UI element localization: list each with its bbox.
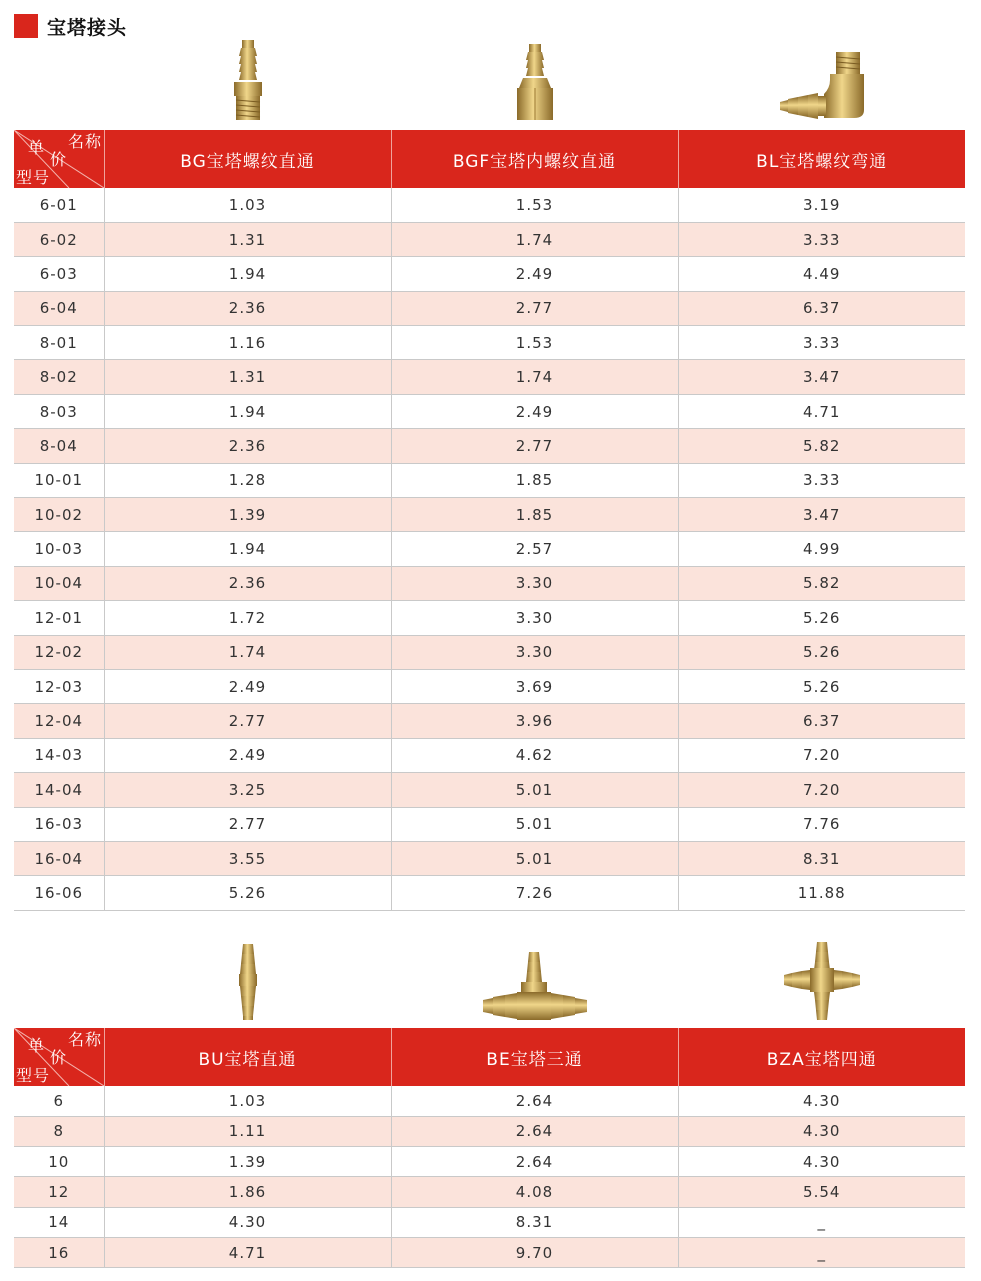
price-cell: 1.16 — [104, 326, 391, 360]
price-cell: 1.39 — [104, 498, 391, 532]
table-row — [14, 566, 965, 600]
table-row — [14, 807, 965, 841]
price-cell: 4.71 — [678, 394, 965, 428]
price-cell: 2.64 — [391, 1086, 678, 1116]
table-row — [14, 1086, 965, 1116]
corner-unit-label-1: 单 — [28, 138, 46, 157]
price-cell: 8.31 — [678, 841, 965, 875]
price-cell: 2.77 — [104, 704, 391, 738]
price-cell: 1.94 — [104, 394, 391, 428]
price-cell: 4.62 — [391, 738, 678, 772]
model-cell: 8-04 — [14, 429, 104, 463]
price-cell: 1.53 — [391, 326, 678, 360]
table-row — [14, 773, 965, 807]
corner-name-label: 名称 — [67, 132, 102, 151]
corner-header — [14, 130, 104, 188]
price-cell: 4.30 — [678, 1116, 965, 1146]
price-cell: 5.26 — [678, 635, 965, 669]
table-row — [14, 394, 965, 428]
price-cell: 5.01 — [391, 807, 678, 841]
photo-row-2 — [104, 938, 965, 1022]
price-cell: 8.31 — [391, 1207, 678, 1237]
price-cell: 3.47 — [678, 360, 965, 394]
corner-header-cell — [14, 1028, 104, 1086]
price-table-1 — [14, 130, 965, 911]
model-cell: 10 — [14, 1147, 104, 1177]
price-cell: 1.31 — [104, 360, 391, 394]
column-header: BU宝塔直通 — [104, 1028, 391, 1086]
model-cell: 10-04 — [14, 566, 104, 600]
table-row — [14, 291, 965, 325]
model-cell: 14-03 — [14, 738, 104, 772]
table-row — [14, 841, 965, 875]
price-cell: 9.70 — [391, 1237, 678, 1267]
column-header: BG宝塔螺纹直通 — [104, 130, 391, 188]
model-cell: 12-03 — [14, 669, 104, 703]
price-cell: 5.82 — [678, 566, 965, 600]
price-cell: 3.69 — [391, 669, 678, 703]
price-cell: 1.03 — [104, 188, 391, 222]
price-cell: 2.36 — [104, 566, 391, 600]
corner-unit-label-2: 价 — [50, 1048, 68, 1067]
price-table-1-body — [14, 188, 965, 910]
model-cell: 6-03 — [14, 257, 104, 291]
model-cell: 14-04 — [14, 773, 104, 807]
photo-cell-bza — [678, 938, 965, 1022]
price-cell: 2.49 — [391, 394, 678, 428]
price-cell: 1.94 — [104, 257, 391, 291]
price-cell: 11.88 — [678, 876, 965, 910]
section-title — [14, 12, 127, 40]
price-cell: 1.94 — [104, 532, 391, 566]
model-cell: 12-01 — [14, 601, 104, 635]
price-cell: 6.37 — [678, 291, 965, 325]
model-cell: 12-04 — [14, 704, 104, 738]
table-row — [14, 738, 965, 772]
price-cell: 1.39 — [104, 1147, 391, 1177]
price-cell: 2.57 — [391, 532, 678, 566]
table-row — [14, 498, 965, 532]
price-cell: 7.26 — [391, 876, 678, 910]
table-row — [14, 360, 965, 394]
model-cell: 12-02 — [14, 635, 104, 669]
model-cell: 14 — [14, 1207, 104, 1237]
price-cell: 5.26 — [678, 669, 965, 703]
column-header: BE宝塔三通 — [391, 1028, 678, 1086]
photo-cell-bl — [678, 38, 965, 122]
photo-cell-bg — [104, 38, 391, 122]
price-cell: 1.86 — [104, 1177, 391, 1207]
price-cell: 3.19 — [678, 188, 965, 222]
price-cell: 2.49 — [104, 738, 391, 772]
barb-straight-female-thread-icon — [513, 42, 557, 122]
price-cell: 5.01 — [391, 841, 678, 875]
model-cell: 16-04 — [14, 841, 104, 875]
model-cell: 6-01 — [14, 188, 104, 222]
price-cell: 3.30 — [391, 635, 678, 669]
price-cell: 2.49 — [391, 257, 678, 291]
price-cell: 3.96 — [391, 704, 678, 738]
table-row — [14, 601, 965, 635]
price-cell: 3.33 — [678, 222, 965, 256]
table-row — [14, 257, 965, 291]
model-cell: 16-06 — [14, 876, 104, 910]
model-cell: 12 — [14, 1177, 104, 1207]
price-cell: 4.49 — [678, 257, 965, 291]
price-cell: 5.54 — [678, 1177, 965, 1207]
table-row — [14, 1147, 965, 1177]
column-header: BZA宝塔四通 — [678, 1028, 965, 1086]
model-cell: 6 — [14, 1086, 104, 1116]
price-cell: 5.82 — [678, 429, 965, 463]
section-title-text: 宝塔接头 — [47, 16, 128, 39]
table-row — [14, 463, 965, 497]
price-cell: 2.64 — [391, 1116, 678, 1146]
model-cell: 10-03 — [14, 532, 104, 566]
model-cell: 16-03 — [14, 807, 104, 841]
price-cell: 6.37 — [678, 704, 965, 738]
price-cell: _ — [678, 1237, 965, 1267]
table-row — [14, 1207, 965, 1237]
table-row — [14, 1116, 965, 1146]
price-cell: 1.74 — [391, 222, 678, 256]
price-cell: 7.20 — [678, 738, 965, 772]
price-table-2-body — [14, 1086, 965, 1268]
table-row — [14, 669, 965, 703]
table-header-row — [14, 1028, 965, 1086]
table-row — [14, 188, 965, 222]
barb-union-icon — [236, 942, 260, 1022]
table-row — [14, 1177, 965, 1207]
corner-unit-label-2: 价 — [50, 150, 68, 169]
model-cell: 6-04 — [14, 291, 104, 325]
price-cell: 7.20 — [678, 773, 965, 807]
price-cell: 1.72 — [104, 601, 391, 635]
column-header: BL宝塔螺纹弯通 — [678, 130, 965, 188]
price-cell: 3.33 — [678, 326, 965, 360]
price-cell: 1.03 — [104, 1086, 391, 1116]
price-cell: 3.30 — [391, 601, 678, 635]
photo-cell-bu — [104, 938, 391, 1022]
model-cell: 6-02 — [14, 222, 104, 256]
column-header: BGF宝塔内螺纹直通 — [391, 130, 678, 188]
price-table-2 — [14, 1028, 965, 1268]
price-cell: 4.71 — [104, 1237, 391, 1267]
price-cell: 2.36 — [104, 429, 391, 463]
photo-cell-be — [391, 938, 678, 1022]
corner-header-cell — [14, 130, 104, 188]
price-cell: _ — [678, 1207, 965, 1237]
price-cell: 1.28 — [104, 463, 391, 497]
price-cell: 5.26 — [104, 876, 391, 910]
barb-elbow-thread-icon — [774, 48, 870, 122]
model-cell: 10-01 — [14, 463, 104, 497]
price-cell: 1.31 — [104, 222, 391, 256]
model-cell: 8-01 — [14, 326, 104, 360]
price-cell: 4.30 — [678, 1086, 965, 1116]
price-cell: 5.26 — [678, 601, 965, 635]
corner-unit-label-1: 单 — [28, 1036, 46, 1055]
price-cell: 3.55 — [104, 841, 391, 875]
table-row — [14, 876, 965, 910]
corner-model-label: 型号 — [16, 1066, 51, 1085]
price-cell: 1.53 — [391, 188, 678, 222]
price-cell: 1.85 — [391, 463, 678, 497]
price-cell: 2.36 — [104, 291, 391, 325]
barb-tee-icon — [479, 950, 591, 1022]
table-header-row — [14, 130, 965, 188]
table-row — [14, 429, 965, 463]
price-cell: 4.08 — [391, 1177, 678, 1207]
corner-header — [14, 1028, 104, 1086]
model-cell: 8 — [14, 1116, 104, 1146]
price-cell: 1.85 — [391, 498, 678, 532]
price-cell: 2.64 — [391, 1147, 678, 1177]
price-cell: 2.77 — [104, 807, 391, 841]
price-cell: 4.30 — [678, 1147, 965, 1177]
model-cell: 10-02 — [14, 498, 104, 532]
table-row — [14, 704, 965, 738]
price-cell: 3.33 — [678, 463, 965, 497]
price-cell: 2.77 — [391, 429, 678, 463]
title-marker — [14, 14, 38, 38]
table-row — [14, 532, 965, 566]
table-row — [14, 635, 965, 669]
price-cell: 1.11 — [104, 1116, 391, 1146]
price-cell: 2.77 — [391, 291, 678, 325]
barb-straight-male-thread-icon — [228, 38, 268, 122]
table-row — [14, 222, 965, 256]
price-cell: 2.49 — [104, 669, 391, 703]
model-cell: 8-02 — [14, 360, 104, 394]
price-cell: 3.30 — [391, 566, 678, 600]
barb-cross-icon — [780, 940, 864, 1022]
price-cell: 4.99 — [678, 532, 965, 566]
price-cell: 7.76 — [678, 807, 965, 841]
model-cell: 8-03 — [14, 394, 104, 428]
photo-cell-bgf — [391, 38, 678, 122]
price-cell: 4.30 — [104, 1207, 391, 1237]
corner-model-label: 型号 — [16, 168, 51, 187]
model-cell: 16 — [14, 1237, 104, 1267]
photo-row-1 — [104, 38, 965, 122]
table-row — [14, 326, 965, 360]
price-cell: 5.01 — [391, 773, 678, 807]
price-cell: 3.25 — [104, 773, 391, 807]
corner-name-label: 名称 — [67, 1030, 102, 1049]
price-cell: 1.74 — [391, 360, 678, 394]
price-cell: 3.47 — [678, 498, 965, 532]
table-row — [14, 1237, 965, 1267]
price-cell: 1.74 — [104, 635, 391, 669]
